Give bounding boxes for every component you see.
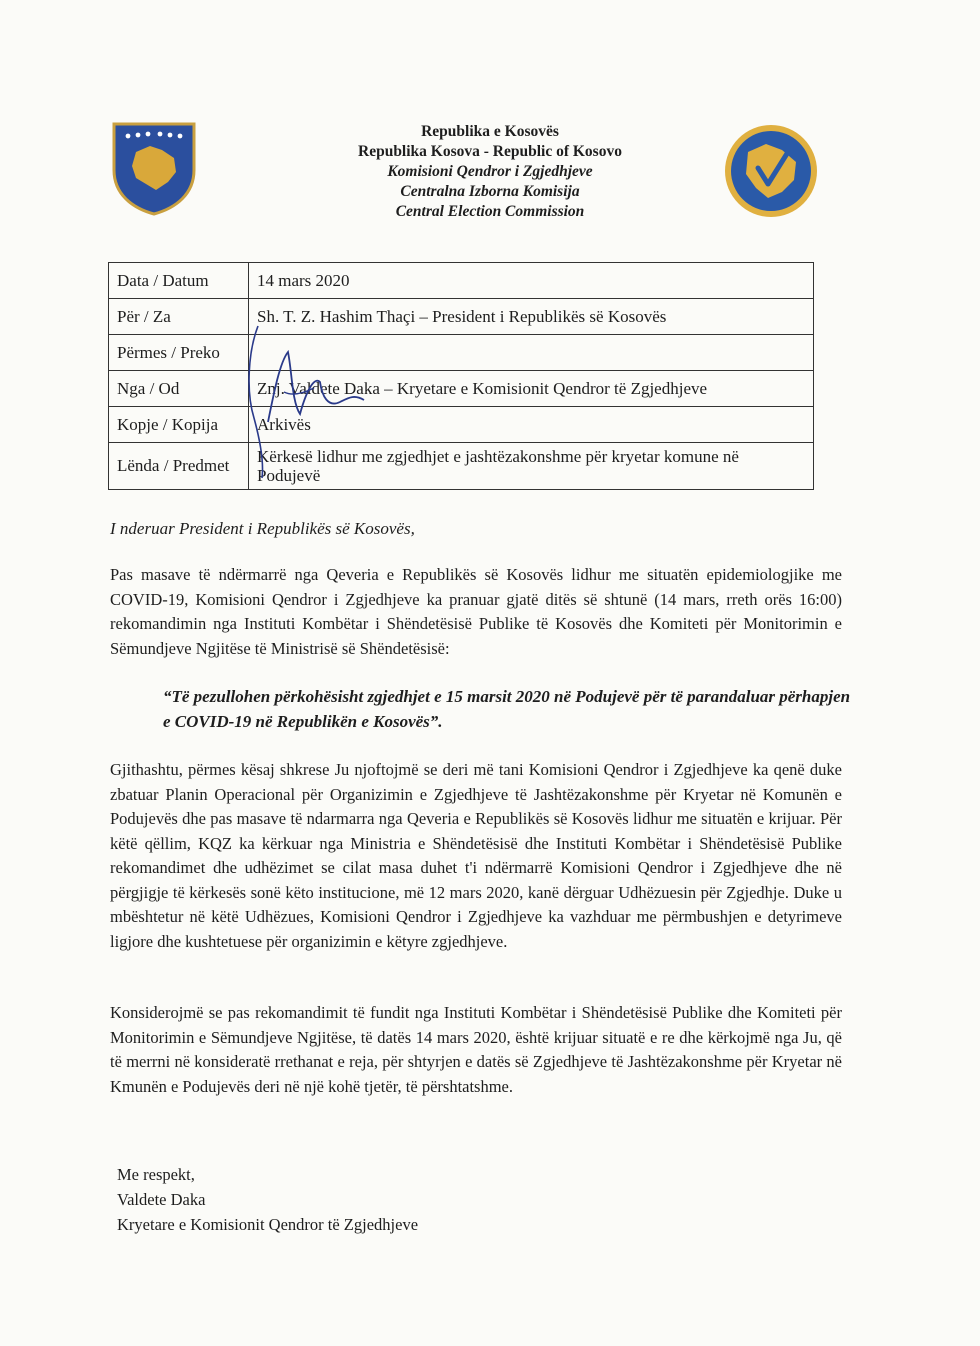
row-label: Përmes / Preko: [109, 335, 249, 371]
paragraph-2: Gjithashtu, përmes kësaj shkrese Ju njoftojmë se deri më tani Komisioni Qendror i Zgjedhjeve ka qenë duke zbatuar Planin Operacional për Organizimin e Zgjedhjeve të Jashtëzakonshme për Kryetar në Komunën e Podujevës dhe pas masave të ndarmarra nga Qeveria e Republikës së Kosovës lidhur me situatën e krijuar. Për këtë qëllim, KQZ ka kërkuar nga Ministria e Shëndetësisë dhe Instituti Kombëtar i Shëndetësisë Publike rekomandimet dhe udhëzimet se cilat masa duhet t'i ndërmarrë Komisioni Qendror i Zgjedhjeve dhe në përgjigje të kërkesës sonë këto institucione, më 12 mars 2020, kanë dërguar Udhëzuesin për Zgjedhje. Duke u mbështetur në këtë Udhëzues, Komisioni Qendror i Zgjedhjeve ka vazhduar me përmbushjen e detyrimeve ligjore dhe kushtetuese për organizimin e këtyre zgjedhjeve.: [110, 760, 842, 951]
signature: [244, 322, 384, 482]
row-value-recipient: Sh. T. Z. Hashim Thaçi – President i Republikës së Kosovës: [249, 299, 814, 335]
paragraph-1: Pas masave të ndërmarrë nga Qeveria e Republikës së Kosovës lidhur me situatën epidemiologjike me COVID-19, Komisioni Qendror i Zgjedhjeve ka pranuar gjatë ditës së shtunë (14 mars, rreth orës 16:00) rekomandimin nga Instituti Kombëtar i Shëndetësisë Publike të Kosovës dhe Komiteti për Monitorimin e Sëmundjeve Ngjitëse të Ministrisë së Shëndetësisë:: [110, 565, 842, 658]
closing-block: [117, 1162, 418, 1237]
row-value-date: 14 mars 2020: [249, 263, 814, 299]
row-label: Kopje / Kopija: [109, 407, 249, 443]
table-row: [109, 407, 814, 443]
kosovo-coat-of-arms-icon: [106, 120, 202, 216]
table-row: [109, 335, 814, 371]
table-row: [109, 263, 814, 299]
quoted-recommendation: “Të pezullohen përkohësisht zgjedhjet e 15 marsit 2020 në Podujevë për të parandaluar përhapjen e COVID-19 në Republikën e Kosovës”.: [163, 687, 851, 731]
table-row: [109, 299, 814, 335]
header-line-republic-sr-en: Republika Kosova - Republic of Kosovo: [358, 143, 622, 160]
paragraph-3: Konsiderojmë se pas rekomandimit të fundit nga Instituti Kombëtar i Shëndetësisë Publike dhe Komiteti për Monitorimin e Sëmundjeve Ngjitëse, të datës 14 mars 2020, është krijuar situatë e re dhe kërkojmë nga Ju, që të merrni në konsideratë rrethanat e reja, për shtyrjen e datës së Zgjedhjeve të Jashtëzakonshme për Kryetar në Kmunën e Podujevës deri në një kohë tjetër, të përshtatshme.: [110, 1003, 842, 1096]
table-row: [109, 371, 814, 407]
row-value-from: Znj. Valdete Daka – Kryetare e Komisionit Qendror të Zgjedhjeve: [249, 371, 814, 407]
row-value-copy: Arkivës: [249, 407, 814, 443]
signatory-title: Kryetare e Komisionit Qendror të Zgjedhjeve: [117, 1215, 419, 1234]
row-label: Për / Za: [109, 299, 249, 335]
row-label: Data / Datum: [109, 263, 249, 299]
header-line-republic-sq: Republika e Kosovës: [421, 123, 559, 140]
header-line-cik: Centralna Izborna Komisija: [400, 183, 580, 200]
closing-regards: Me respekt,: [117, 1165, 195, 1184]
header-line-cec: Central Election Commission: [395, 203, 585, 220]
routing-table: [108, 262, 814, 490]
header-line-kqz: Komisioni Qendror i Zgjedhjeve: [387, 163, 593, 180]
letterhead: [250, 122, 730, 222]
row-label: Lënda / Predmet: [109, 443, 249, 490]
cec-logo-icon: [722, 122, 820, 220]
table-row: [109, 443, 814, 490]
salutation: I nderuar President i Republikës së Kosovës,: [110, 519, 415, 538]
row-label: Nga / Od: [109, 371, 249, 407]
row-value-subject: Kërkesë lidhur me zgjedhjet e jashtëzakonshme për kryetar komune në Podujevë: [249, 443, 814, 490]
signatory-name: Valdete Daka: [117, 1190, 206, 1209]
